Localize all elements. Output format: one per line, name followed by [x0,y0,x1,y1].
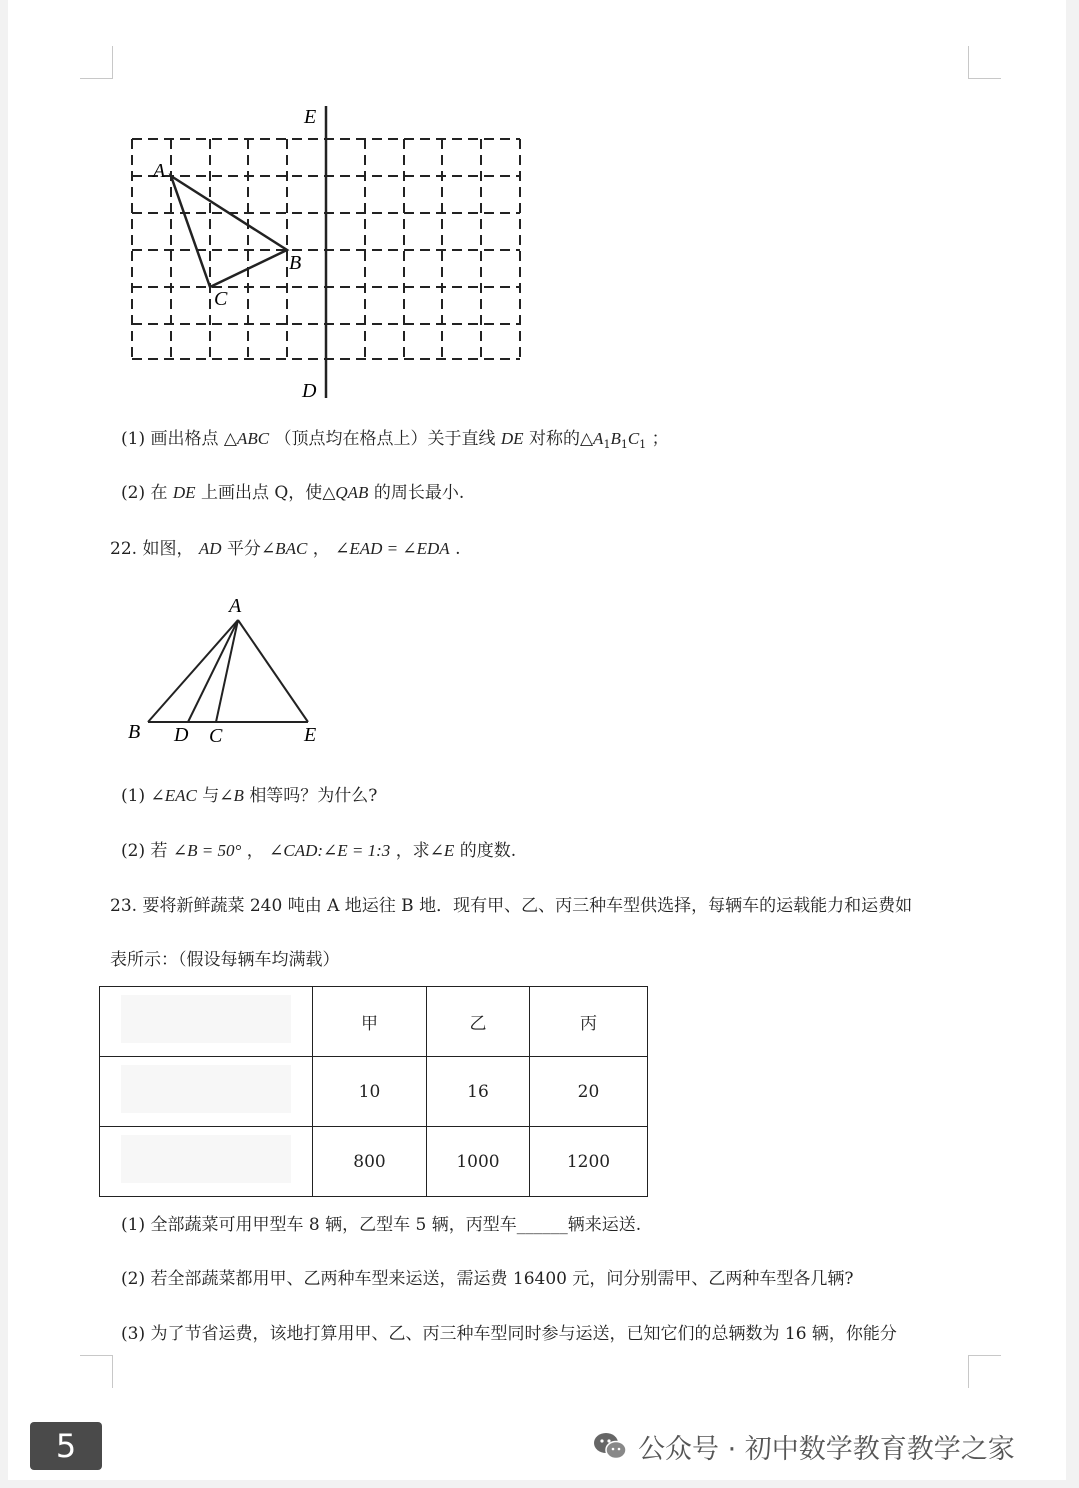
q22-stem: 22. 如图， AD 平分∠BAC ， ∠EAD = ∠EDA . [110,539,461,559]
table-cell: 1200 [530,1127,648,1197]
crop-mark-bottom-right [968,1355,1001,1388]
crop-mark-bottom-left [80,1355,113,1388]
q22-part1: (1) ∠EAC 与∠B 相等吗？为什么? [121,786,378,806]
fee-table [99,986,648,1197]
page-number-badge: 5 [30,1422,102,1470]
table-row [100,1127,648,1197]
q23-part2: (2) 若全部蔬菜都用甲、乙两种车型来运送，需运费 16400 元，问分别需甲、乙两种车型各几辆? [121,1269,854,1289]
table-cell: 10 [313,1057,427,1127]
label-a: A [153,160,166,182]
label-e: E [304,106,317,128]
q23-part1: (1) 全部蔬菜可用甲型车 8 辆，乙型车 5 辆，丙型车______辆来运送. [121,1215,642,1235]
triangle-abc [171,176,287,287]
q23-stem-line1: 23. 要将新鲜蔬菜 240 吨由 A 地运往 B 地．现有甲、乙、丙三种车型供选择，每辆车的运载能力和运费如 [110,896,913,916]
table-cell: 16 [427,1057,530,1127]
table-cell: 20 [530,1057,648,1127]
table-cell-blank [100,1057,313,1127]
fig2-label-a: A [229,595,242,617]
table-cell-blank [100,987,313,1057]
q21-part2: (2) 在 DE 上画出点 Q，使△QAB 的周长最小. [121,483,465,503]
q21-part1: (1) 画出格点 △ABC （顶点均在格点上）关于直线 DE 对称的$\triangle A_1B_1C_1$ ； [121,429,669,451]
triangle-figure [0,590,400,750]
table-row [100,1057,648,1127]
table-cell-blank [100,1127,313,1197]
q23-stem-line2: 表所示：（假设每辆车均满载） [110,950,340,970]
wechat-icon [592,1430,628,1462]
table-header: 甲 [313,987,427,1057]
label-d: D [302,380,317,402]
q22-part2: (2) 若 ∠B = 50° ， ∠CAD:∠E = 1:3 ，求∠E 的度数. [121,841,517,861]
table-cell: 800 [313,1127,427,1197]
watermark [592,1426,1015,1466]
fig2-label-c: C [209,725,223,747]
table-cell: 1000 [427,1127,530,1197]
table-header: 丙 [530,987,648,1057]
fig2-label-d: D [174,724,189,746]
label-b: B [289,252,302,274]
fig2-label-e: E [304,724,317,746]
table-row [100,987,648,1057]
label-c: C [214,288,228,310]
watermark-text: 公众号 · 初中数学教育教学之家 [638,1433,1015,1465]
q23-part3: (3) 为了节省运费，该地打算用甲、乙、丙三种车型同时参与运送，已知它们的总辆数为 16 辆，你能分 [121,1324,897,1344]
fig2-label-b: B [128,721,141,743]
table-header: 乙 [427,987,530,1057]
grid-figure [0,0,1079,420]
